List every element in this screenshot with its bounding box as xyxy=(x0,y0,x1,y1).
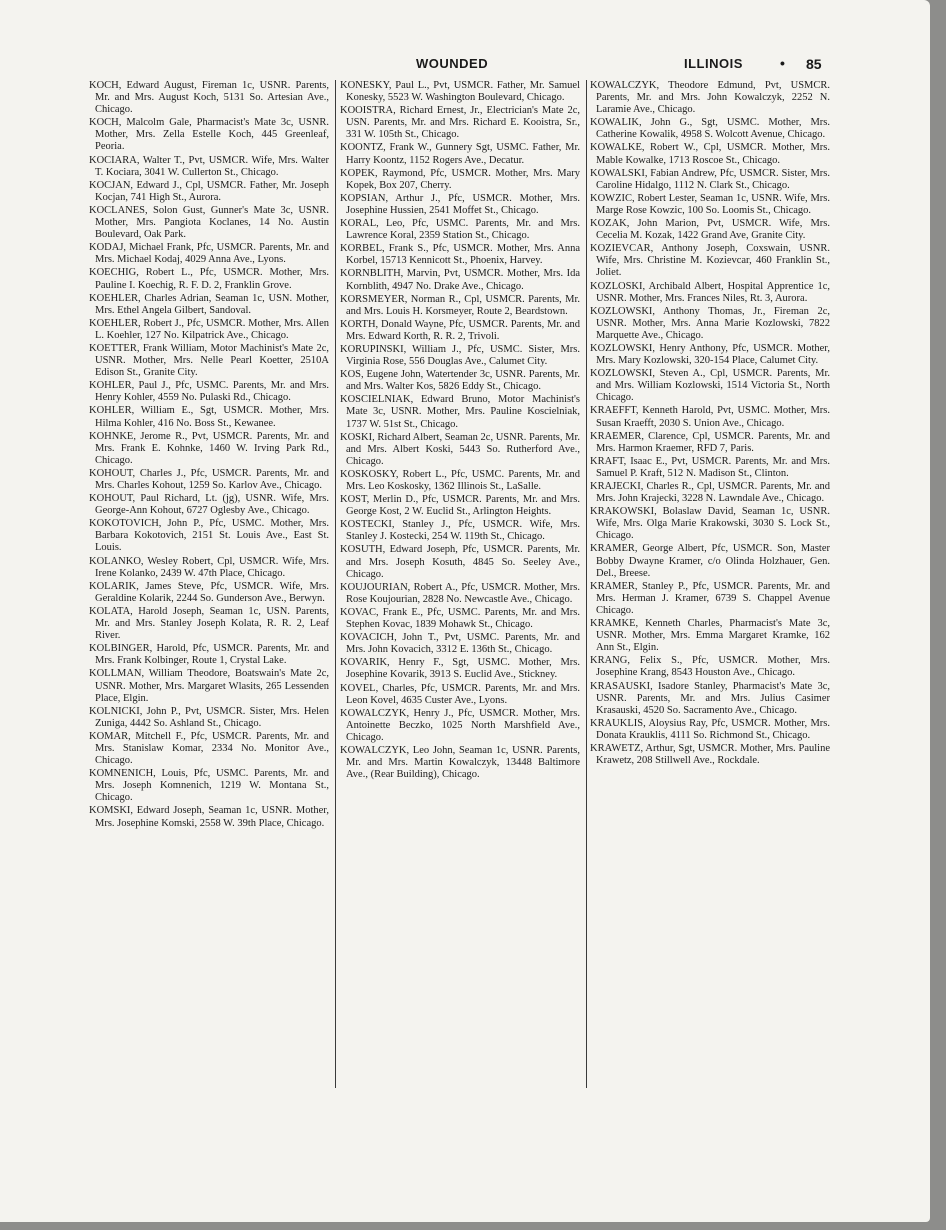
casualty-entry: KRASAUSKI, Isadore Stanley, Pharmacist's Mate 3c, USNR. Parents, Mr. and Mrs. Julius Casimer Krasauski, 4520 So. Sacramento Ave., Chicago. xyxy=(590,680,830,716)
casualty-entry: KRAUKLIS, Aloysius Ray, Pfc, USMCR. Mother, Mrs. Donata Krauklis, 4111 So. Richmond St., Chicago. xyxy=(590,717,830,741)
column-3 xyxy=(590,80,830,768)
casualty-entry: KRAWETZ, Arthur, Sgt, USMCR. Mother, Mrs. Pauline Krawetz, 208 Stillwell Ave., Rockdale. xyxy=(590,742,830,767)
casualty-entry: KOVEL, Charles, Pfc, USMCR. Parents, Mr. and Mrs. Leon Kovel, 4635 Custer Ave., Lyons. xyxy=(340,682,580,706)
casualty-entry: KOEHLER, Charles Adrian, Seaman 1c, USN. Mother, Mrs. Ethel Angela Gilbert, Sandoval. xyxy=(89,292,329,316)
casualty-entry: KOHLER, Paul J., Pfc, USMC. Parents, Mr. and Mrs. Henry Kohler, 4559 No. Pulaski Rd., Chicago. xyxy=(89,380,329,404)
casualty-entry: KORBEL, Frank S., Pfc, USMCR. Mother, Mrs. Anna Korbel, 15713 Kennicott St., Phoenix, Harvey. xyxy=(340,243,580,267)
casualty-entry: KOWALIK, John G., Sgt, USMC. Mother, Mrs. Catherine Kowalik, 4958 S. Wolcott Avenue, Chicago. xyxy=(590,117,830,141)
page-number: 85 xyxy=(806,56,822,72)
casualty-entry: KRAFT, Isaac E., Pvt, USMCR. Parents, Mr. and Mrs. Samuel P. Kraft, 512 N. Madison St., Clinton. xyxy=(590,455,830,479)
casualty-entry: KOS, Eugene John, Watertender 3c, USNR. Parents, Mr. and Mrs. Walter Kos, 5826 Eddy St., Chicago. xyxy=(340,369,580,393)
casualty-entry: KORSMEYER, Norman R., Cpl, USMCR. Parents, Mr. and Mrs. Louis H. Korsmeyer, Route 2, Beardstown. xyxy=(340,293,580,317)
casualty-entry: KOWALKE, Robert W., Cpl, USMCR. Mother, Mrs. Mable Kowalke, 1713 Roscoe St., Chicago. xyxy=(590,142,830,166)
casualty-entry: KOZLOWSKI, Steven A., Cpl, USMCR. Parents, Mr. and Mrs. William Kozlowski, 1514 Victoria St., North Chicago. xyxy=(590,368,830,404)
casualty-entry: KOSKI, Richard Albert, Seaman 2c, USNR. Parents, Mr. and Mrs. Albert Koski, 5443 So. Rutherford Ave., Chicago. xyxy=(340,431,581,467)
casualty-entry: KRAKOWSKI, Bolaslaw David, Seaman 1c, USNR. Wife, Mrs. Olga Marie Krakowski, 3030 S. Lock St., Chicago. xyxy=(590,506,830,542)
casualty-entry: KOECHIG, Robert L., Pfc, USMCR. Mother, Mrs. Pauline I. Koechig, R. F. D. 2, Franklin Grove. xyxy=(89,267,329,291)
casualty-entry: KORNBLITH, Marvin, Pvt, USMCR. Mother, Mrs. Ida Kornblith, 4947 No. Drake Ave., Chicago. xyxy=(340,268,580,292)
casualty-entry: KOZLOSKI, Archibald Albert, Hospital Apprentice 1c, USNR. Mother, Mrs. Frances Niles, Rt. 3, Aurora. xyxy=(590,280,830,304)
casualty-entry: KRAMER, Stanley P., Pfc, USMCR. Parents, Mr. and Mrs. Herman J. Kramer, 6739 S. Chappel Avenue Chicago. xyxy=(590,580,830,616)
casualty-entry: KOHNKE, Jerome R., Pvt, USMCR. Parents, Mr. and Mrs. Frank E. Kohnke, 1460 W. Irving Park Rd., Chicago. xyxy=(89,430,329,466)
casualty-entry: KOHOUT, Paul Richard, Lt. (jg), USNR. Wife, Mrs. George-Ann Kohout, 6727 Oglesby Ave., Chicago. xyxy=(89,493,329,517)
casualty-entry: KOWALSKI, Fabian Andrew, Pfc, USMCR. Sister, Mrs. Caroline Hidalgo, 1112 N. Clark St., Chicago. xyxy=(590,167,830,191)
column-divider-left xyxy=(335,80,336,1088)
casualty-entry: KOETTER, Frank William, Motor Machinist's Mate 2c, USNR. Mother, Mrs. Nelle Pearl Koetter, 2510A Edison St., Granite City. xyxy=(89,342,329,379)
casualty-entry: KOLNICKI, John P., Pvt, USMCR. Sister, Mrs. Helen Zuniga, 4442 So. Ashland St., Chicago. xyxy=(89,705,329,729)
casualty-entry: KOOISTRA, Richard Ernest, Jr., Electrician's Mate 2c, USN. Parents, Mr. and Mrs. Richard E. Kooistra, Sr., 331 W. 105th St., Chicago. xyxy=(340,105,580,141)
casualty-entry: KOZAK, John Marion, Pvt, USMCR. Wife, Mrs. Cecelia M. Kozak, 1422 Grand Ave, Granite City. xyxy=(590,218,830,242)
casualty-entry: KOHLER, William E., Sgt, USMCR. Mother, Mrs. Hilma Kohler, 416 No. Boss St., Kewanee. xyxy=(89,405,329,429)
casualty-entry: KORTH, Donald Wayne, Pfc, USMCR. Parents, Mr. and Mrs. Edward Korth, R. R. 2, Trivoli. xyxy=(340,318,580,342)
casualty-entry: KOSCIELNIAK, Edward Bruno, Motor Machinist's Mate 3c, USNR. Mother, Mrs. Pauline Koscielniak, 1737 W. 51st St., Chicago. xyxy=(340,394,580,430)
section-title: WOUNDED xyxy=(416,56,489,71)
column-divider-right xyxy=(586,80,587,1088)
casualty-entry: KOST, Merlin D., Pfc, USMCR. Parents, Mr. and Mrs. George Kost, 2 W. Euclid St., Arlington Heights. xyxy=(340,494,580,518)
casualty-entry: KRAJECKI, Charles R., Cpl, USMCR. Parents, Mr. and Mrs. John Krajecki, 3228 N. Lawndale Ave., Chicago. xyxy=(590,481,830,505)
casualty-entry: KOLARIK, James Steve, Pfc, USMCR. Wife, Mrs. Geraldine Kolarik, 2244 So. Gunderson Ave., Berwyn. xyxy=(89,580,329,604)
casualty-entry: KOSTECKI, Stanley J., Pfc, USMCR. Wife, Mrs. Stanley J. Kostecki, 254 W. 119th St., Chicago. xyxy=(340,519,580,543)
casualty-entry: KOSUTH, Edward Joseph, Pfc, USMCR. Parents, Mr. and Mrs. Joseph Kosuth, 4845 So. Seeley Ave., Chicago. xyxy=(340,544,580,580)
casualty-entry: KRAMER, George Albert, Pfc, USMCR. Son, Master Bobby Dwayne Kramer, c/o Olinda Holzhauer, Gen. Del., Breese. xyxy=(590,543,830,579)
casualty-entry: KODAJ, Michael Frank, Pfc, USMCR. Parents, Mr. and Mrs. Michael Kodaj, 4029 Anna Ave., Lyons. xyxy=(89,242,329,266)
casualty-entry: KOCH, Edward August, Fireman 1c, USNR. Parents, Mr. and Mrs. August Koch, 5131 So. Artesian Ave., Chicago. xyxy=(89,80,329,116)
header-bullet: • xyxy=(780,55,785,71)
casualty-entry: KOLATA, Harold Joseph, Seaman 1c, USN. Parents, Mr. and Mrs. Stanley Joseph Kolata, R. R. 2, Leaf River. xyxy=(89,605,329,642)
casualty-entry: KOKOTOVICH, John P., Pfc, USMC. Mother, Mrs. Barbara Kokotovich, 2151 St. Louis Ave., East St. Louis. xyxy=(89,518,329,554)
casualty-entry: KOMSKI, Edward Joseph, Seaman 1c, USNR. Mother, Mrs. Josephine Komski, 2558 W. 39th Place, Chicago. xyxy=(89,805,329,829)
casualty-entry: KRANG, Felix S., Pfc, USMCR. Mother, Mrs. Josephine Krang, 8543 Houston Ave., Chicago. xyxy=(590,655,830,679)
casualty-entry: KOWALCZYK, Theodore Edmund, Pvt, USMCR. Parents, Mr. and Mrs. John Kowalczyk, 2252 N. Laramie Ave., Chicago. xyxy=(590,80,830,116)
casualty-entry: KOHOUT, Charles J., Pfc, USMCR. Parents, Mr. and Mrs. Charles Kohout, 1259 So. Karlov Ave., Chicago. xyxy=(89,467,329,491)
casualty-entry: KOPEK, Raymond, Pfc, USMCR. Mother, Mrs. Mary Kopek, Box 207, Cherry. xyxy=(340,167,580,191)
casualty-entry: KOZIEVCAR, Anthony Joseph, Coxswain, USNR. Wife, Mrs. Christine M. Kozievcar, 460 Franklin St., Joliet. xyxy=(590,243,830,279)
casualty-entry: KOMAR, Mitchell F., Pfc, USMCR. Parents, Mr. and Mrs. Stanislaw Komar, 2334 No. Monitor Ave., Chicago. xyxy=(89,730,329,767)
casualty-entry: KOVAC, Frank E., Pfc, USMC. Parents, Mr. and Mrs. Stephen Kovac, 1839 Mohawk St., Chicago. xyxy=(340,606,580,631)
casualty-entry: KOLBINGER, Harold, Pfc, USMCR. Parents, Mr. and Mrs. Frank Kolbinger, Route 1, Crystal Lake. xyxy=(89,643,329,667)
casualty-entry: KOPSIAN, Arthur J., Pfc, USMCR. Mother, Mrs. Josephine Hussien, 2541 Moffet St., Chicago. xyxy=(340,192,580,216)
page-header xyxy=(0,56,930,74)
casualty-entry: KOCLANES, Solon Gust, Gunner's Mate 3c, USNR. Mother, Mrs. Pangiota Koclanes, 14 No. Austin Boulevard, Oak Park. xyxy=(89,204,329,241)
casualty-entry: KONESKY, Paul L., Pvt, USMCR. Father, Mr. Samuel Konesky, 5523 W. Washington Boulevard, Chicago. xyxy=(340,80,580,104)
casualty-entry: KOCJAN, Edward J., Cpl, USMCR. Father, Mr. Joseph Kocjan, 741 High St., Aurora. xyxy=(89,179,329,203)
casualty-entry: KOCH, Malcolm Gale, Pharmacist's Mate 3c, USNR. Mother, Mrs. Zella Estelle Koch, 445 Greenleaf, Peoria. xyxy=(89,117,329,153)
casualty-entry: KOSKOSKY, Robert L., Pfc, USMC. Parents, Mr. and Mrs. Leo Koskosky, 1362 Illinois St., LaSalle. xyxy=(340,468,580,492)
casualty-entry: KOLANKO, Wesley Robert, Cpl, USMCR. Wife, Mrs. Irene Kolanko, 2439 W. 47th Place, Chicago. xyxy=(89,555,329,579)
casualty-entry: KRAEFFT, Kenneth Harold, Pvt, USMC. Mother, Mrs. Susan Kraefft, 2030 S. Union Ave., Chicago. xyxy=(590,405,830,429)
casualty-entry: KOWZIC, Robert Lester, Seaman 1c, USNR. Wife, Mrs. Marge Rose Kowzic, 100 So. Loomis St., Chicago. xyxy=(590,192,830,216)
state-name: ILLINOIS xyxy=(684,56,743,71)
casualty-entry: KOWALCZYK, Henry J., Pfc, USMCR. Mother, Mrs. Antoinette Beczko, 1025 North Marshfield Ave., Chicago. xyxy=(340,707,580,743)
column-2 xyxy=(340,80,580,782)
casualty-entry: KOVACICH, John T., Pvt, USMC. Parents, Mr. and Mrs. John Kovacich, 3312 E. 136th St., Chicago. xyxy=(340,632,580,656)
casualty-entry: KOVARIK, Henry F., Sgt, USMC. Mother, Mrs. Josephine Kovarik, 3913 S. Euclid Ave., Stickney. xyxy=(340,657,580,681)
casualty-entry: KORUPINSKI, William J., Pfc, USMC. Sister, Mrs. Virginia Rose, 556 Douglas Ave., Calumet City. xyxy=(340,343,580,368)
casualty-entry: KOZLOWSKI, Anthony Thomas, Jr., Fireman 2c, USNR. Mother, Mrs. Anna Marie Kozlowski, 7822 Marquette Ave., Chicago. xyxy=(590,305,830,341)
casualty-entry: KOLLMAN, William Theodore, Boatswain's Mate 2c, USNR. Mother, Mrs. Margaret Wlasits, 265 Lessenden Place, Elgin. xyxy=(89,668,329,704)
casualty-entry: KRAMKE, Kenneth Charles, Pharmacist's Mate 3c, USNR. Mother, Mrs. Emma Margaret Kramke, 162 Ann St., Elgin. xyxy=(590,618,830,654)
casualty-entry: KRAEMER, Clarence, Cpl, USMCR. Parents, Mr. and Mrs. Harmon Kraemer, RFD 7, Paris. xyxy=(590,430,830,454)
casualty-entry: KOZLOWSKI, Henry Anthony, Pfc, USMCR. Mother, Mrs. Mary Kozlowski, 320-154 Place, Calumet City. xyxy=(590,342,830,367)
casualty-entry: KOWALCZYK, Leo John, Seaman 1c, USNR. Parents, Mr. and Mrs. Martin Kowalczyk, 13448 Baltimore Ave., (Rear Building), Chicago. xyxy=(340,744,580,781)
casualty-entry: KOUJOURIAN, Robert A., Pfc, USMCR. Mother, Mrs. Rose Koujourian, 2828 No. Newcastle Ave., Chicago. xyxy=(340,581,580,605)
casualty-entry: KOCIARA, Walter T., Pvt, USMCR. Wife, Mrs. Walter T. Kociara, 3041 W. Cullerton St., Chicago. xyxy=(89,154,329,178)
casualty-entry: KOEHLER, Robert J., Pfc, USMCR. Mother, Mrs. Allen L. Koehler, 127 No. Kilpatrick Ave., Chicago. xyxy=(89,317,329,341)
column-1 xyxy=(89,80,329,831)
casualty-entry: KOONTZ, Frank W., Gunnery Sgt, USMC. Father, Mr. Harry Koontz, 1152 Rogers Ave., Decatur. xyxy=(340,142,580,166)
casualty-entry: KOMNENICH, Louis, Pfc, USMC. Parents, Mr. and Mrs. Joseph Komnenich, 1219 W. Montana St., Chicago. xyxy=(89,768,329,804)
casualty-entry: KORAL, Leo, Pfc, USMC. Parents, Mr. and Mrs. Lawrence Koral, 2359 Station St., Chicago. xyxy=(340,218,580,242)
